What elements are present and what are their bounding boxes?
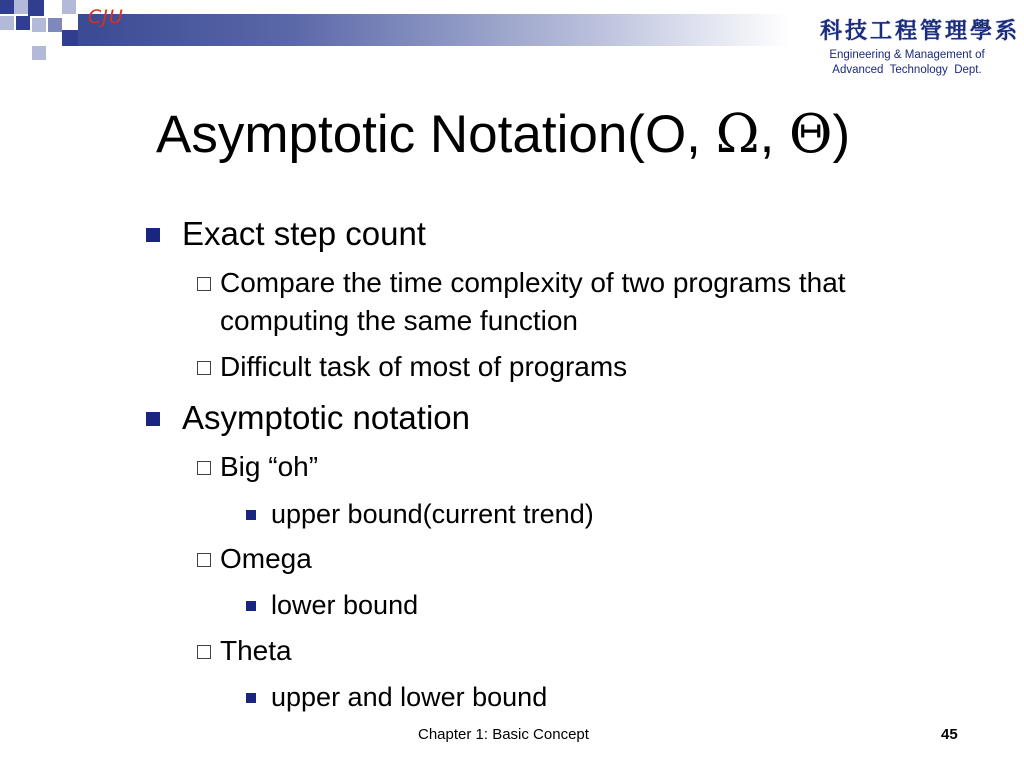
hollow-square-bullet-icon bbox=[197, 361, 211, 375]
bullet-item bbox=[197, 632, 292, 670]
square-bullet-icon bbox=[246, 510, 256, 520]
title-separator: , bbox=[759, 105, 790, 164]
omega-symbol: Ω bbox=[715, 104, 760, 165]
square-bullet-icon bbox=[246, 693, 256, 703]
logo-text: CJU bbox=[88, 6, 124, 28]
bullet-item bbox=[246, 496, 594, 532]
square-bullet-icon bbox=[246, 601, 256, 611]
square-bullet-icon bbox=[146, 412, 160, 426]
bullet-text: Asymptotic notation bbox=[182, 399, 470, 436]
hollow-square-bullet-icon bbox=[197, 553, 211, 567]
bullet-item bbox=[197, 348, 627, 386]
bullet-text: Big “oh” bbox=[220, 451, 319, 482]
bullet-item bbox=[146, 214, 426, 254]
bullet-item bbox=[146, 398, 470, 438]
bullet-item bbox=[197, 448, 318, 486]
bullet-text: Omega bbox=[220, 543, 312, 574]
bullet-text: Exact step count bbox=[182, 215, 426, 252]
bullet-text: lower bound bbox=[271, 590, 419, 620]
footer-chapter: Chapter 1: Basic Concept bbox=[418, 726, 589, 743]
title-prefix: Asymptotic Notation(O, bbox=[156, 105, 716, 164]
square-bullet-icon bbox=[146, 228, 160, 242]
department-english-line1: Engineering & Management of bbox=[829, 49, 985, 61]
theta-symbol: Θ bbox=[789, 104, 833, 165]
bullet-item bbox=[197, 264, 967, 340]
bullet-text: upper and lower bound bbox=[271, 682, 548, 712]
department-name-chinese: 科技工程管理學系 bbox=[819, 18, 1020, 44]
hollow-square-bullet-icon bbox=[197, 461, 211, 475]
bullet-item bbox=[246, 679, 547, 715]
title-suffix: ) bbox=[832, 105, 851, 164]
bullet-item bbox=[246, 587, 418, 623]
page-number: 45 bbox=[941, 726, 958, 743]
department-english-line2: Advanced Technology Dept. bbox=[832, 64, 982, 76]
hollow-square-bullet-icon bbox=[197, 645, 211, 659]
bullet-item bbox=[197, 540, 312, 578]
bullet-text: upper bound(current trend) bbox=[271, 499, 594, 529]
bullet-text: Compare the time complexity of two programs that computing the same function bbox=[220, 267, 846, 336]
bullet-text: Theta bbox=[220, 635, 292, 666]
bullet-text: Difficult task of most of programs bbox=[220, 351, 628, 382]
hollow-square-bullet-icon bbox=[197, 277, 211, 291]
